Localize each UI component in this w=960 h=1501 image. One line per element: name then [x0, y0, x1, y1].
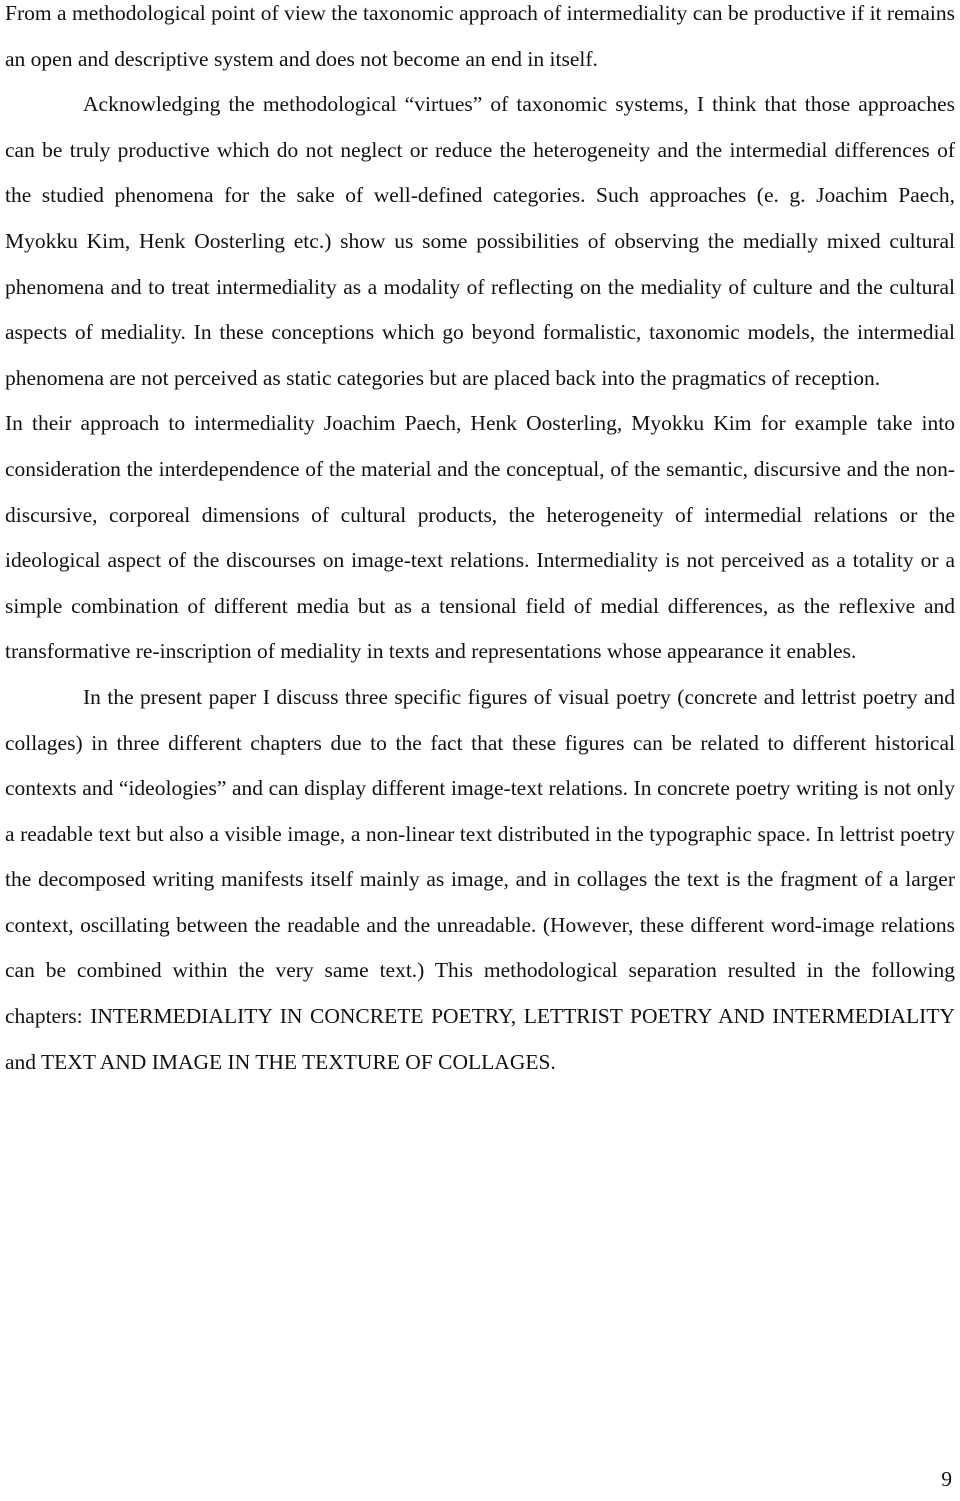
- paragraph-3: In their approach to intermediality Joachim Paech, Henk Oosterling, Myokku Kim for example take into consideration the interdependence of the material and the conceptual, of the semantic, discursive and the non-discursive, corporeal dimensions of cultural products, the heterogeneity of intermedial relations or the ideological aspect of the discourses on image-text relations. Intermediality is not perceived as a totality or a simple combination of different media but as a tensional field of medial differences, as the reflexive and transformative re-inscription of mediality in texts and representations whose appearance it enables.: [5, 411, 955, 664]
- paragraph-1: From a methodological point of view the taxonomic approach of intermediality can be productive if it remains an open and descriptive system and does not become an end in itself.: [5, 1, 955, 71]
- paragraph-4: In the present paper I discuss three specific figures of visual poetry (concrete and lettrist poetry and collages) in three different chapters due to the fact that these figures can be related to different historical contexts and “ideologies” and can display different image-text relations. In concrete poetry writing is not only a readable text but also a visible image, a non-linear text distributed in the typographic space. In lettrist poetry the decomposed writing manifests itself mainly as image, and in collages the text is the fragment of a larger context, oscillating between the readable and the unreadable. (However, these different word-image relations can be combined within the very same text.) This methodological separation resulted in the following chapters: INTERMEDIALITY IN CONCRETE POETRY, LETTRIST POETRY AND INTERMEDIALITY and TEXT AND IMAGE IN THE TEXTURE OF COLLAGES.: [5, 684, 955, 1074]
- document-page: [5, 0, 955, 1085]
- page-number: 9: [941, 1467, 952, 1491]
- paragraph-2: Acknowledging the methodological “virtues” of taxonomic systems, I think that those approaches can be truly productive which do not neglect or reduce the heterogeneity and the intermedial differences of the studied phenomena for the sake of well-defined categories. Such approaches (e. g. Joachim Paech, Myokku Kim, Henk Oosterling etc.) show us some possibilities of observing the medially mixed cultural phenomena and to treat intermediality as a modality of reflecting on the mediality of culture and the cultural aspects of mediality. In these conceptions which go beyond formalistic, taxonomic models, the intermedial phenomena are not perceived as static categories but are placed back into the pragmatics of reception.: [5, 92, 955, 390]
